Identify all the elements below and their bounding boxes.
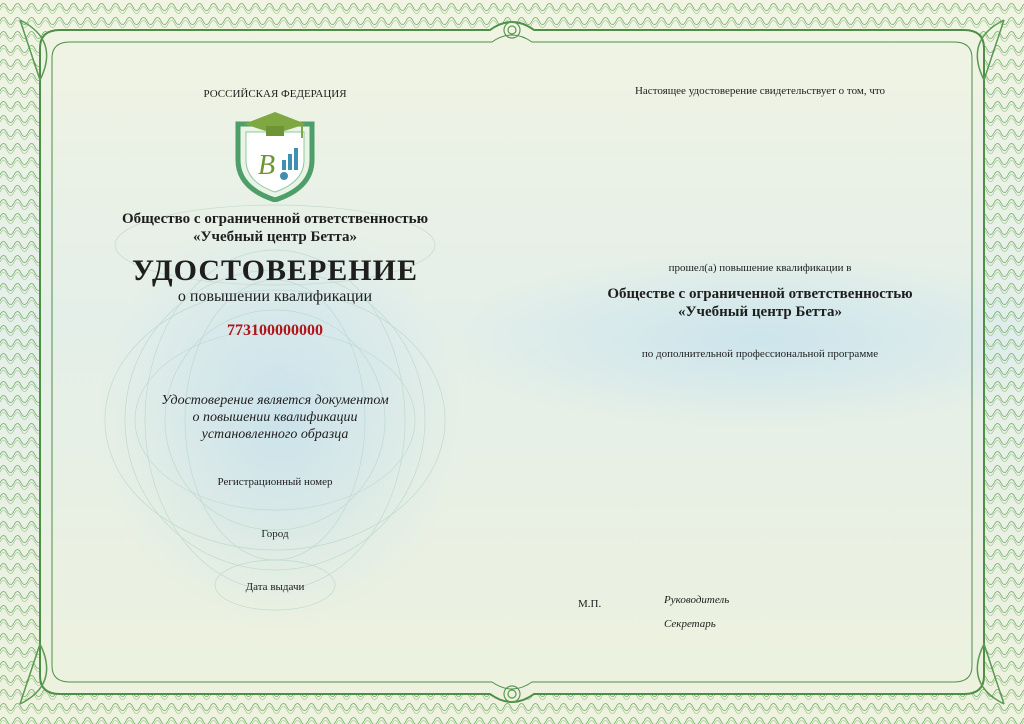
org-name-line2: «Учебный центр Бетта» [193,229,357,245]
right-org-name-line1: Обществе с ограниченной ответственностью [607,286,913,302]
description-line2: о повышении квалификации [192,410,358,425]
intro-text: Настоящее удостоверение свидетельствует о том, что [634,85,886,97]
passed-text: прошел(а) повышение квалификации в [668,262,852,274]
right-org-name-line2: «Учебный центр Бетта» [678,304,842,320]
stamp-placeholder: М.П. [578,598,602,610]
city-label: Город [261,528,289,540]
svg-text:В: В [258,150,276,181]
document-subtitle: о повышении квалификации [177,288,373,305]
secretary-signature-label: Секретарь [664,618,716,630]
description-line3: установленного образца [201,427,349,442]
country-label: РОССИЙСКАЯ ФЕДЕРАЦИЯ [203,88,347,100]
description-line1: Удостоверение является документом [161,393,389,408]
org-name-line1: Общество с ограниченной ответственностью [121,211,429,227]
certificate-number: 773100000000 [227,322,323,339]
head-signature-label: Руководитель [664,594,730,606]
issue-date-label: Дата выдачи [245,581,305,593]
program-text: по дополнительной профессиональной программе [641,348,879,360]
document-title: УДОСТОВЕРЕНИЕ [132,254,418,287]
graduation-shield-logo-icon [232,110,318,202]
registration-number-label: Регистрационный номер [217,476,333,488]
